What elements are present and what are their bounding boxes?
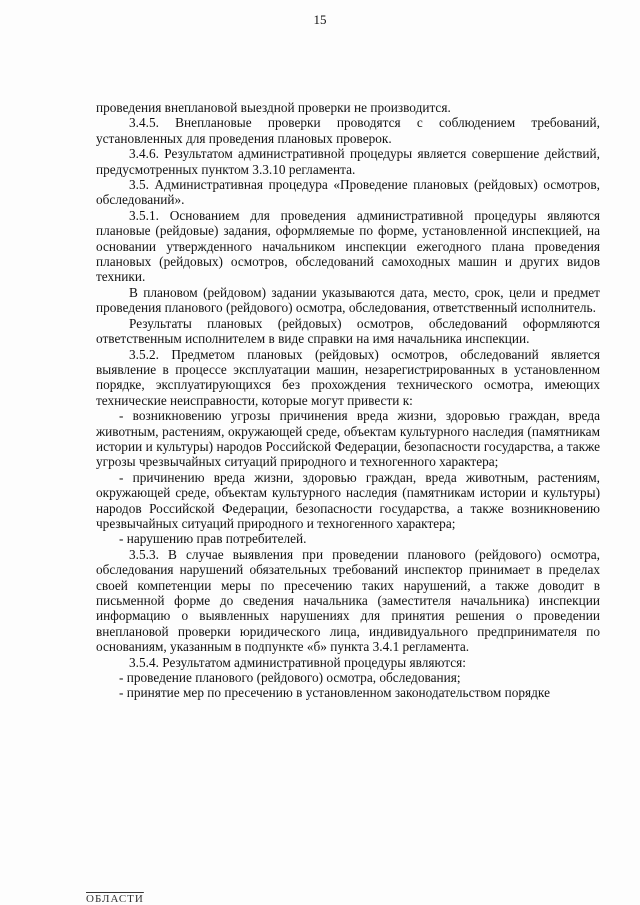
paragraph: 3.4.6. Результатом административной процедуры является совершение действий, предусмотренных пунктом 3.3.10 регламента. (96, 146, 600, 177)
paragraph: 3.5.1. Основанием для проведения административной процедуры являются плановые (рейдовые) задания, оформляемые по форме, установленной инспекцией, на основании утвержденного начальником инспекции ежегодного плана проведения плановых (рейдовых) осмотров, обследований самоходных машин и других видов техники. (96, 207, 600, 285)
list-item: - причинению вреда жизни, здоровью граждан, вреда животным, растениям, окружающей среде, объектам культурного наследия (памятникам истории и культуры) народов Российской Федерации, безопасности государства, а также возникновению чрезвычайных ситуаций природного и техногенного характера; (96, 469, 600, 531)
paragraph: В плановом (рейдовом) задании указываются дата, место, срок, цели и предмет проведения планового (рейдового) осмотра, обследования, ответственный исполнитель. (96, 284, 600, 316)
bottom-fragment: ОБЛАСТИ (86, 893, 144, 905)
page-number: 15 (313, 12, 327, 27)
paragraph: 3.5.2. Предметом плановых (рейдовых) осмотров, обследований является выявление в процессе эксплуатации машин, незарегистрированных в установленном порядке, эксплуатирующихся без прохождения технического осмотра, имеющих технические неисправности, которые могут привести к: (96, 346, 600, 408)
paragraph: Результаты плановых (рейдовых) осмотров, обследований оформляются ответственным исполнителем в виде справки на имя начальника инспекции. (96, 315, 600, 347)
paragraph: 3.5. Административная процедура «Проведение плановых (рейдовых) осмотров, обследований». (96, 177, 600, 208)
list-item: - нарушению прав потребителей. (119, 531, 307, 547)
list-item: - проведение планового (рейдового) осмотра, обследования; (119, 670, 461, 686)
paragraph: проведения внеплановой выездной проверки не производится. (96, 100, 451, 115)
list-item: - возникновению угрозы причинения вреда жизни, здоровью граждан, вреда животным, растениям, окружающей среде, объектам культурного наследия (памятникам истории и культуры) народов Российской Федерации, безопасности государства, а также угрозы чрезвычайных ситуаций природного и техногенного характера; (96, 408, 600, 470)
list-item: - принятие мер по пресечению в установленном законодательством порядке (119, 685, 550, 701)
body-text (96, 100, 600, 701)
paragraph: 3.5.4. Результатом административной процедуры являются: (129, 654, 466, 670)
paragraph: 3.4.5. Внеплановые проверки проводятся с соблюдением требований, установленных для проведения плановых проверок. (96, 115, 600, 146)
paragraph: 3.5.3. В случае выявления при проведении планового (рейдового) осмотра, обследования нарушений обязательных требований инспектор принимает в пределах своей компетенции меры по пресечению таких нарушений, а также доводит в письменной форме до сведения начальника (заместителя начальника) инспекции информацию о выявленных нарушениях для принятия решения о проведении внеплановой проверки юридического лица, индивидуального предпринимателя по основаниям, указанным в подпункте «б» пункта 3.4.1 регламента. (96, 546, 600, 655)
